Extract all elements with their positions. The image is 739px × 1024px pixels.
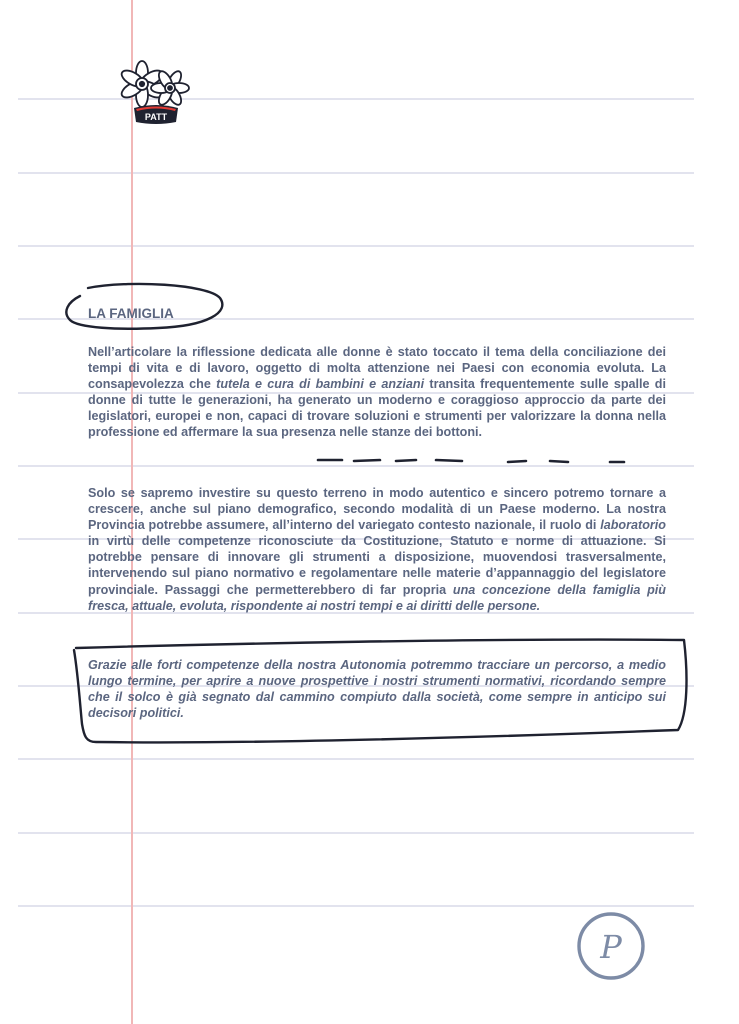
paragraph-2 — [88, 485, 666, 614]
paragraph-2-text-c: in virtù delle competenze riconosciute da Costituzione, Statuto e norme di attuazione. Si potrebbe pensare di innovare gli strumenti a disposizione, muovendosi trasversalmente, intervenendo sul piano normativo e regolamentare nelle materie d’appannaggio del legislatore provinciale. Passaggi che permetterebbero di far propria — [88, 534, 666, 597]
ruled-line — [18, 758, 694, 760]
ruled-line — [18, 832, 694, 834]
logo-text: PATT — [144, 112, 168, 122]
page-badge — [575, 910, 647, 982]
ruled-line — [18, 905, 694, 907]
ruled-line — [18, 172, 694, 174]
paragraph-1-text-a: Nell’articolare la riflessione dedicata alle donne è stato toccato il tema della conciliazione dei tempi di vita e di lavoro, oggetto di molta attenzione nei Paesi con economia evoluta. La consapevolezza che — [88, 345, 666, 392]
dashed-underline-scribble — [314, 454, 634, 470]
section-title: LA FAMIGLIA — [88, 306, 174, 321]
paragraph-2-text-a: Solo se sapremo investire su questo terreno in modo autentico e sincero potremo tornare a crescere, anche sul piano demografico, secondo modalità di un Paese moderno. La nostra Provincia potrebbe assumere, all’interno del variegato contesto nazionale, il ruolo di — [88, 486, 666, 533]
ruled-line — [18, 245, 694, 247]
paragraph-1-text-c: transita frequentemente sulle spalle di donne di tutte le generazioni, ha generato un moderno e coraggioso approccio da parte dei legislatori, europei e non, capaci di trovare soluzioni e strumenti per valorizzare la donna nella professione ed affermare la sua presenza nelle stanze dei bottoni. — [88, 377, 667, 440]
page-badge-letter: P — [600, 928, 622, 966]
paragraph-2-emphasis-closing: una concezione della famiglia più fresca, attuale, evoluta, rispondente ai nostri tempi e ai diritti delle persone. — [88, 582, 666, 613]
paragraph-2-emphasis-laboratorio: laboratorio — [600, 518, 666, 533]
patt-edelweiss-logo — [120, 60, 192, 126]
paragraph-1 — [88, 344, 666, 441]
paragraph-3: Grazie alle forti competenze della nostra Autonomia potremmo tracciare un percorso, a medio lungo termine, per aprire a nuove prospettive i nostri strumenti normativi, ricordando sempre che il solco è già segnato dal cammino compiuto dalla società, come sempre in anticipo sui decisori politici. — [88, 658, 666, 721]
paragraph-1-emphasis: tutela e cura di bambini e anziani — [216, 377, 425, 392]
